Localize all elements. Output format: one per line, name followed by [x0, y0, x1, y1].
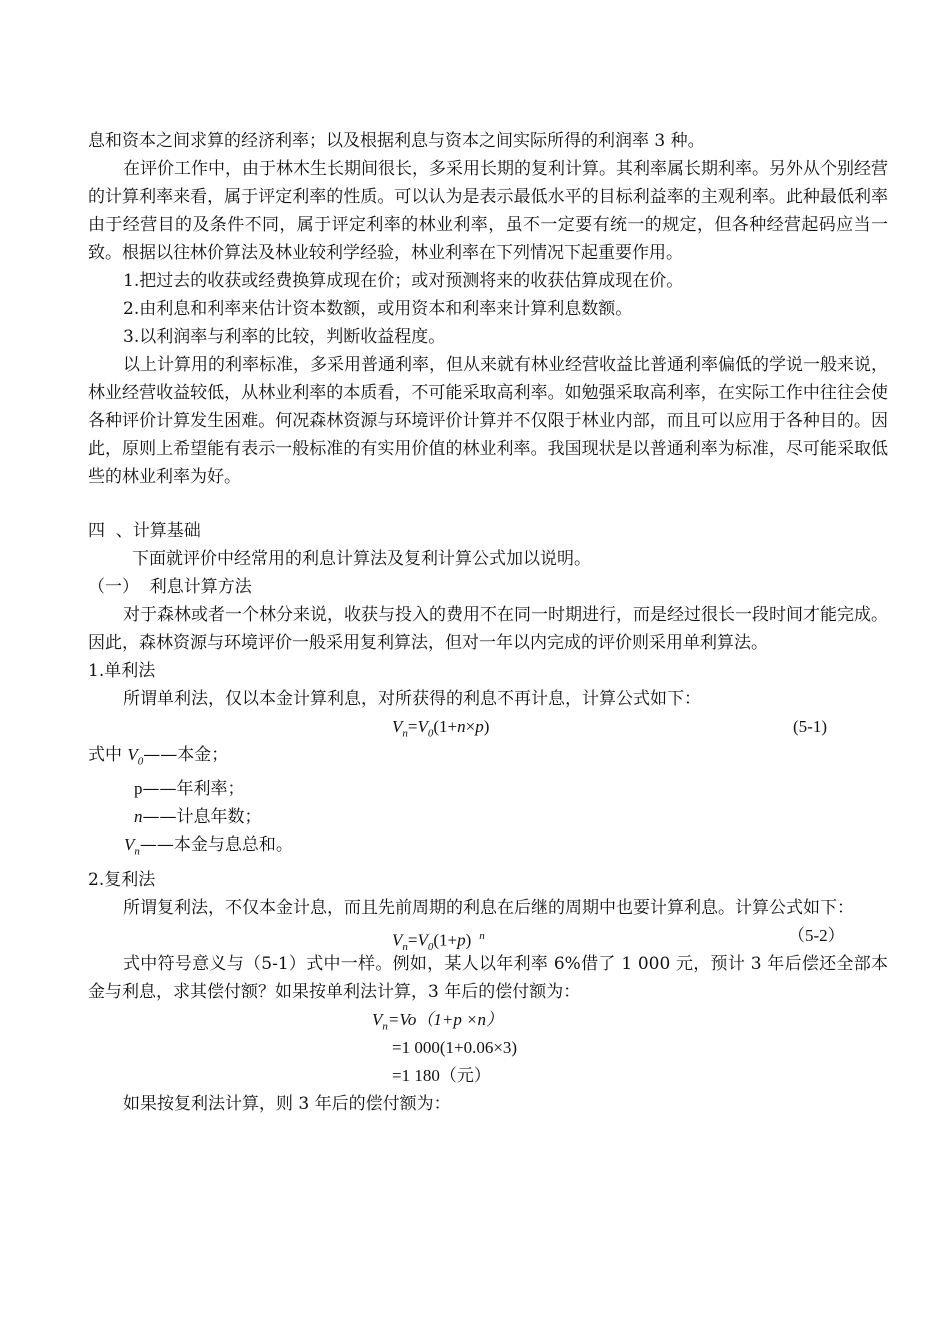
- document-page: [88, 127, 888, 1118]
- section-heading-four: 四 、计算基础: [88, 521, 201, 541]
- formula-5-1: $V_n=V_0(1+n\times p)$: [392, 717, 490, 740]
- calc-line-1: [88, 1006, 888, 1034]
- formula-5-2: $V_n=V_0(1+p)$ $^n$: [392, 929, 485, 953]
- spacer: [88, 491, 888, 517]
- simple-interest-heading: 1.单利法: [88, 661, 156, 681]
- subsection-heading: （一） 利息计算方法: [88, 577, 252, 597]
- closing-paragraph: 如果按复利法计算，则 3 年后的偿付额为：: [123, 1093, 451, 1114]
- formula-5-1-line: [88, 713, 888, 741]
- paragraph-rate-standard: 以上计算用的利率标准，多采用普通利率，但从来就有林业经营收益比普通利率偏低的学说一般来说，林业经营收益较低，从林业利率的本质看，不可能采取高利率。如勉强采取高利率，在实际工作中往往会使各种评价计算发生困难。何况森林资源与环境评价计算并不仅限于林业内部，而且可以应用于各种目的。因此，原则上希望能有表示一般标准的有实用价值的林业利率。我国现状是以普通利率为标准，尽可能采取低些的林业利率为好。: [88, 355, 888, 487]
- def-n: n——计息年数；: [134, 807, 262, 828]
- list-item-2: 2.由利息和利率来估计资本数额，或用资本和利率来计算利息数额。: [123, 299, 633, 319]
- formula-5-2-number: （5-2）: [788, 925, 845, 945]
- calc-step-3: =1 180（元）: [392, 1065, 491, 1085]
- simple-interest-text: 所谓单利法，仅以本金计算利息，对所获得的利息不再计息，计算公式如下：: [123, 689, 701, 709]
- formula-5-2-line: [88, 922, 888, 953]
- calc-line-3: [88, 1062, 888, 1090]
- section-intro: 下面就评价中经常用的利息计算法及复利计算公式加以说明。: [132, 549, 591, 569]
- paragraph-continuation: 息和资本之间求算的经济利率；以及根据利息与资本之间实际所得的利润率 3 种。: [88, 131, 705, 151]
- calc-line-2: [88, 1034, 888, 1062]
- compound-interest-text: 所谓复利法，不仅本金计息，而且先前周期的利息在后继的周期中也要计算利息。计算公式如下：: [123, 897, 854, 918]
- def-v0: 式中 $V_0——$本金；: [88, 745, 229, 768]
- list-item-1: 1.把过去的收获或经费换算成现在价；或对预测将来的收获估算成现在价。: [123, 271, 684, 291]
- paragraph-evaluation: 在评价工作中，由于林木生长期间很长，多采用长期的复利计算。其利率属长期利率。另外从个别经营的计算利率来看，属于评定利率的性质。可以认为是表示最低水平的目标利益率的主观利率。此种最低利率由于经营目的及条件不同，属于评定利率的林业利率，虽不一定要有统一的规定，但各种经营起码应当一致。根据以往林价算法及林业较利学经验，林业利率在下列情况下起重要作用。: [88, 159, 888, 263]
- list-item-3: 3.以利润率与利率的比较，判断收益程度。: [123, 327, 446, 347]
- calc-step-1: $V_n=Vo(1+p \times n)$: [372, 1009, 504, 1033]
- example-paragraph: 式中符号意义与（5-1）式中一样。例如，某人以年利率 6%借了 1 000 元，预计 3 年后偿还全部本金与利息，求其偿付额？如果按单利法计算，3 年后的偿付额为：: [88, 953, 888, 1002]
- formula-5-1-number: (5-1): [793, 717, 827, 736]
- calc-step-2: =1 000(1+0.06×3): [392, 1037, 518, 1057]
- def-p: p——年利率；: [134, 779, 245, 800]
- def-vn: $V_n——$本金与息总和。: [124, 835, 293, 858]
- subsection-intro: 对于森林或者一个林分来说，收获与投入的费用不在同一时期进行，而是经过很长一段时间才能完成。因此，森林资源与环境评价一般采用复利算法，但对一年以内完成的评价则采用单利算法。: [88, 605, 888, 653]
- compound-interest-heading: 2.复利法: [88, 869, 156, 890]
